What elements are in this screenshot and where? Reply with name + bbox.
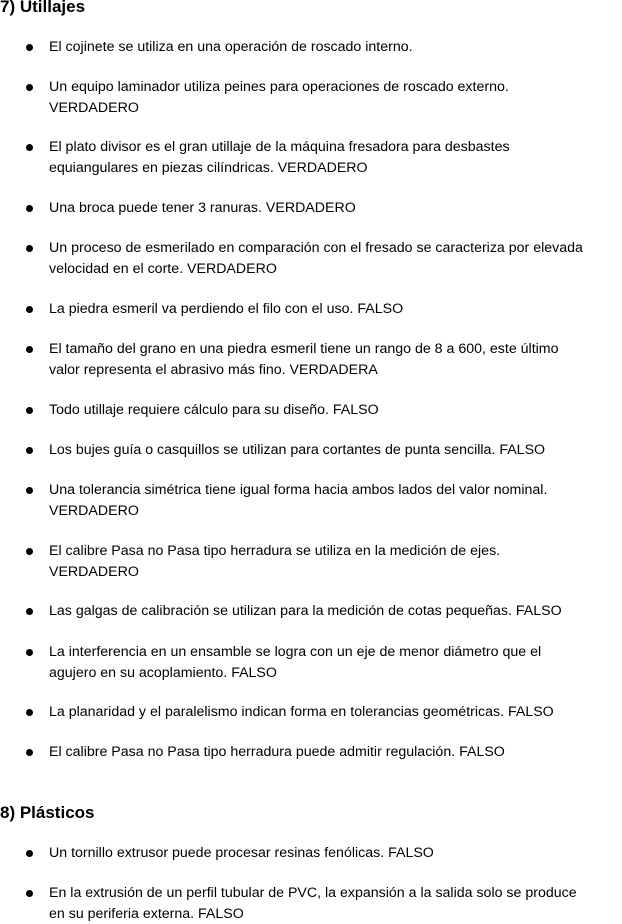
bullet-icon bbox=[26, 447, 33, 454]
item-text-line: Las galgas de calibración se utilizan para la medición de cotas pequeñas. FALSO bbox=[49, 601, 622, 622]
bullet-icon bbox=[26, 749, 33, 756]
item-text-line: Todo utillaje requiere cálculo para su diseño. FALSO bbox=[49, 400, 622, 421]
bullet-icon bbox=[26, 850, 33, 857]
item-text-line: Los bujes guía o casquillos se utilizan para cortantes de punta sencilla. FALSO bbox=[49, 440, 622, 461]
item-text-line: El calibre Pasa no Pasa tipo herradura se utiliza en la medición de ejes. bbox=[49, 541, 622, 562]
item-text-line: En la extrusión de un perfil tubular de PVC, la expansión a la salida solo se produce bbox=[49, 883, 622, 904]
bullet-icon bbox=[26, 245, 33, 252]
item-text-line: Un tornillo extrusor puede procesar resinas fenólicas. FALSO bbox=[49, 843, 622, 864]
bullet-icon bbox=[26, 346, 33, 353]
bullet-icon bbox=[26, 44, 33, 51]
item-text-line: Una tolerancia simétrica tiene igual forma hacia ambos lados del valor nominal. bbox=[49, 480, 622, 501]
list-item bbox=[49, 642, 622, 683]
item-text-line: Un equipo laminador utiliza peines para operaciones de roscado externo. bbox=[49, 77, 622, 98]
item-text-line: VERDADERO bbox=[49, 501, 622, 522]
bullet-icon bbox=[26, 890, 33, 897]
bullet-icon bbox=[26, 407, 33, 414]
item-text-line: El plato divisor es el gran utillaje de la máquina fresadora para desbastes bbox=[49, 137, 622, 158]
bullet-icon bbox=[26, 84, 33, 91]
list-item bbox=[49, 198, 622, 219]
item-text-line: El cojinete se utiliza en una operación de roscado interno. bbox=[49, 37, 622, 58]
item-text-line: El tamaño del grano en una piedra esmeril tiene un rango de 8 a 600, este último bbox=[49, 339, 622, 360]
list-item bbox=[49, 541, 622, 582]
item-text-line: El calibre Pasa no Pasa tipo herradura puede admitir regulación. FALSO bbox=[49, 742, 622, 763]
list-item bbox=[49, 37, 622, 58]
item-text-line: velocidad en el corte. VERDADERO bbox=[49, 259, 622, 280]
list-item bbox=[49, 440, 622, 461]
bullet-icon bbox=[26, 306, 33, 313]
list-item bbox=[49, 339, 622, 380]
list-item bbox=[49, 702, 622, 723]
list-item bbox=[49, 77, 622, 118]
bullet-icon bbox=[26, 548, 33, 555]
list-item bbox=[49, 843, 622, 864]
list-item bbox=[49, 299, 622, 320]
bullet-icon bbox=[26, 649, 33, 656]
item-text-line: VERDADERO bbox=[49, 98, 622, 119]
list-item bbox=[49, 601, 622, 622]
item-text-line: La planaridad y el paralelismo indican forma en tolerancias geométricas. FALSO bbox=[49, 702, 622, 723]
item-text-line: Una broca puede tener 3 ranuras. VERDADERO bbox=[49, 198, 622, 219]
bullet-icon bbox=[26, 205, 33, 212]
item-text-line: VERDADERO bbox=[49, 562, 622, 583]
list-item bbox=[49, 480, 622, 521]
list-item bbox=[49, 137, 622, 178]
item-text-line: Un proceso de esmerilado en comparación con el fresado se caracteriza por elevada bbox=[49, 238, 622, 259]
bullet-icon bbox=[26, 487, 33, 494]
item-text-line: en su periferia externa. FALSO bbox=[49, 904, 622, 924]
bullet-icon bbox=[26, 608, 33, 615]
item-text-line: La piedra esmeril va perdiendo el filo con el uso. FALSO bbox=[49, 299, 622, 320]
list-item bbox=[49, 238, 622, 279]
bullet-icon bbox=[26, 709, 33, 716]
bullet-icon bbox=[26, 144, 33, 151]
section-title-utillajes: 7) Utillajes bbox=[0, 0, 85, 17]
list-item bbox=[49, 883, 622, 924]
item-text-line: agujero en su acoplamiento. FALSO bbox=[49, 663, 622, 684]
item-text-line: La interferencia en un ensamble se logra con un eje de menor diámetro que el bbox=[49, 642, 622, 663]
item-text-line: equiangulares en piezas cilíndricas. VERDADERO bbox=[49, 158, 622, 179]
list-item bbox=[49, 400, 622, 421]
list-item bbox=[49, 742, 622, 763]
item-text-line: valor representa el abrasivo más fino. VERDADERA bbox=[49, 360, 622, 381]
section-title-plasticos: 8) Plásticos bbox=[0, 803, 95, 823]
